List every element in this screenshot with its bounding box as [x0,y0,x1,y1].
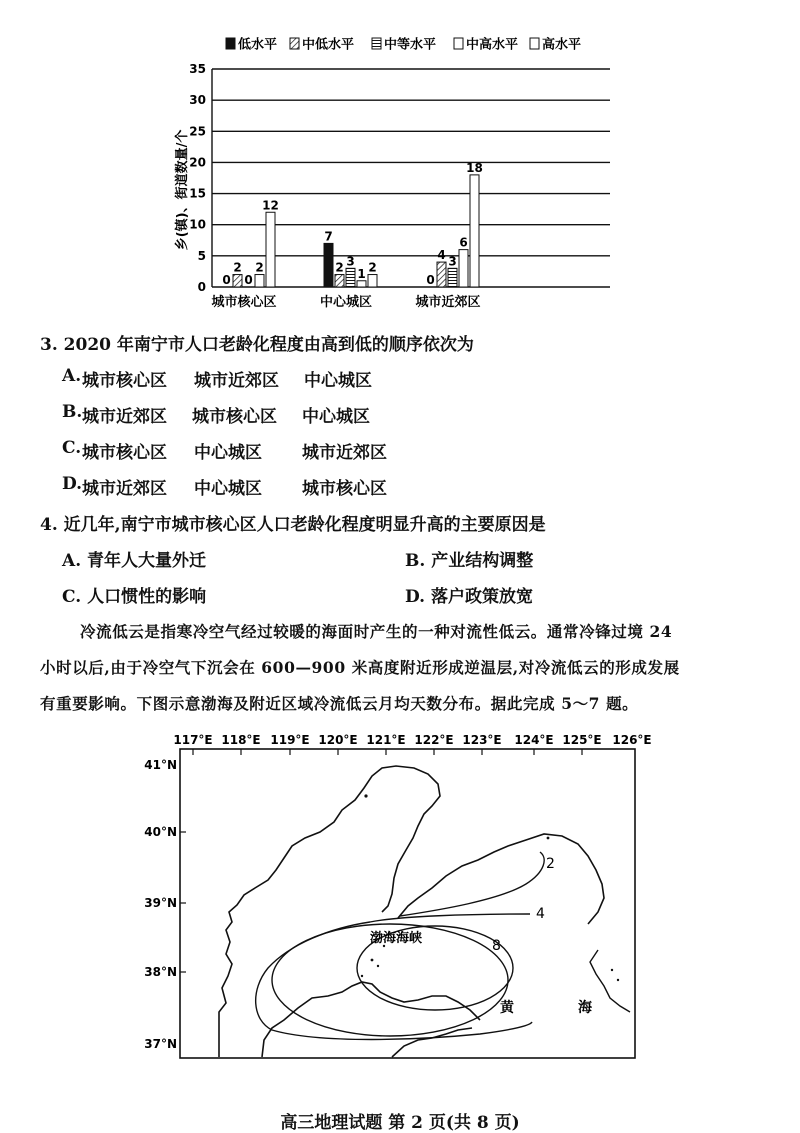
legend-label: 高水平 [542,37,582,53]
lat-label: 41°N [144,758,177,772]
lon-label: 125°E [562,733,602,747]
option-part-2: 中心城区 [194,479,262,499]
bar-value-label: 12 [262,198,279,213]
bar [448,268,457,287]
bar-value-label: 3 [448,254,457,269]
y-tick-label: 20 [189,155,206,170]
bar-value-label: 0 [244,273,253,287]
bar [346,268,355,287]
chart-y-ticks [189,62,206,294]
category-label: 中心城区 [319,295,373,310]
q4-option-d: D. 落户政策放宽 [405,587,533,607]
bar-value-label: 1 [357,266,366,281]
bar [335,275,344,287]
lon-label: 126°E [612,733,652,747]
bar-value-label: 4 [437,248,446,263]
shandong-coastline [262,982,480,1057]
bar-value-label: 2 [335,260,344,275]
bar-value-label: 0 [426,273,435,287]
korea-coastline [590,950,630,1012]
option-letter: A. [62,366,82,386]
option-part-3: 城市核心区 [302,479,387,499]
yellow-sea-label-2: 海 [578,1000,592,1016]
isoline-label-2: 2 [546,856,555,872]
y-tick-label: 25 [189,124,206,139]
bar-value-label: 7 [324,229,333,244]
bar [233,275,242,287]
islands [361,794,619,981]
y-tick-label: 10 [189,217,206,232]
lon-label: 118°E [221,733,261,747]
legend-label: 中高水平 [466,37,519,53]
isoline-label-4: 4 [536,906,545,922]
bar [437,262,446,287]
longitude-labels [173,733,651,747]
lat-label: 40°N [144,825,177,839]
option-letter: C. [62,438,82,458]
lat-label: 37°N [144,1037,177,1051]
bar [459,250,468,287]
q4-option-b: B. 产业结构调整 [405,551,534,571]
lon-label: 120°E [318,733,358,747]
bar-value-label: 3 [346,254,355,269]
legend-label: 中等水平 [384,37,437,53]
option-part-1: 城市核心区 [82,371,167,391]
bar-value-label: 18 [466,160,483,175]
isoline-label-8: 8 [492,938,501,954]
q3-option-a [62,366,372,391]
chart-bars [222,161,483,287]
option-part-3: 中心城区 [304,371,372,391]
chart-y-axis-label: 乡(镇)、街道数量/个 [175,129,190,251]
q4-option-c: C. 人口惯性的影响 [62,587,207,607]
option-part-2: 中心城区 [194,443,262,463]
bar [266,212,275,287]
bar-value-label: 2 [368,260,377,275]
lon-label: 122°E [414,733,454,747]
legend-swatch [372,38,381,49]
option-letter: D. [62,474,83,494]
y-tick-label: 35 [189,62,206,76]
map-frame [180,749,635,1058]
lon-label: 117°E [173,733,213,747]
bar [357,281,366,287]
lon-label: 124°E [514,733,554,747]
option-part-1: 城市近郊区 [82,407,167,427]
category-label: 城市核心区 [211,295,277,310]
option-part-2: 城市核心区 [192,407,277,427]
option-part-3: 中心城区 [302,407,370,427]
bar-value-label: 6 [459,235,468,250]
bar-value-label: 2 [233,260,242,275]
legend-swatch [530,38,539,49]
q4-option-a: A. 青年人大量外迁 [62,551,207,571]
y-tick-label: 30 [189,93,206,108]
chart-legend [226,37,581,53]
option-part-3: 城市近郊区 [302,443,387,463]
q3-option-d [62,474,387,499]
bar [470,175,479,287]
lon-label: 121°E [366,733,406,747]
liaodong-coastline [398,834,604,924]
bohai-coastline [219,766,440,1057]
bohai-cloud-map [0,725,800,1105]
bar-value-label: 0 [222,273,231,287]
y-tick-label: 5 [197,248,206,263]
chart-categories [211,294,480,310]
q3-option-c [62,438,387,463]
q3-option-b [62,402,370,427]
category-label: 城市近郊区 [415,295,481,310]
bar-chart [0,0,800,325]
latitude-labels [144,758,177,1051]
bar-value-label: 2 [255,260,264,275]
legend-swatch [454,38,463,49]
option-part-2: 城市近郊区 [194,371,279,391]
lon-label: 119°E [270,733,310,747]
y-tick-label: 15 [189,186,206,201]
option-part-1: 城市近郊区 [82,479,167,499]
question-4-stem: 4. 近几年,南宁市城市核心区人口老龄化程度明显升高的主要原因是 [40,515,546,535]
lat-label: 39°N [144,896,177,910]
legend-label: 低水平 [238,37,278,53]
option-letter: B. [62,402,83,422]
lon-label: 123°E [462,733,502,747]
bar [324,243,333,287]
bar [368,275,377,287]
legend-swatch [226,38,235,49]
page-footer: 高三地理试题 第 2 页(共 8 页) [280,1113,520,1133]
bar [255,275,264,287]
legend-swatch [290,38,299,49]
legend-label: 中低水平 [302,37,355,53]
bohai-strait-label: 渤海海峡 [370,931,423,946]
passage-line-3: 有重要影响。下图示意渤海及附近区域冷流低云月均天数分布。据此完成 5～7 题。 [40,694,639,713]
passage-line-2: 小时以后,由于冷空气下沉会在 600—900 米高度附近形成逆温层,对冷流低云的形成发展 [40,658,680,677]
question-3-stem: 3. 2020 年南宁市人口老龄化程度由高到低的顺序依次为 [40,335,474,355]
yellow-sea-label-1: 黄 [500,1000,514,1016]
y-tick-label: 0 [197,280,206,294]
passage-line-1: 冷流低云是指寒冷空气经过较暖的海面时产生的一种对流性低云。通常冷锋过境 24 [80,622,673,641]
lat-label: 38°N [144,965,177,979]
option-part-1: 城市核心区 [82,443,167,463]
